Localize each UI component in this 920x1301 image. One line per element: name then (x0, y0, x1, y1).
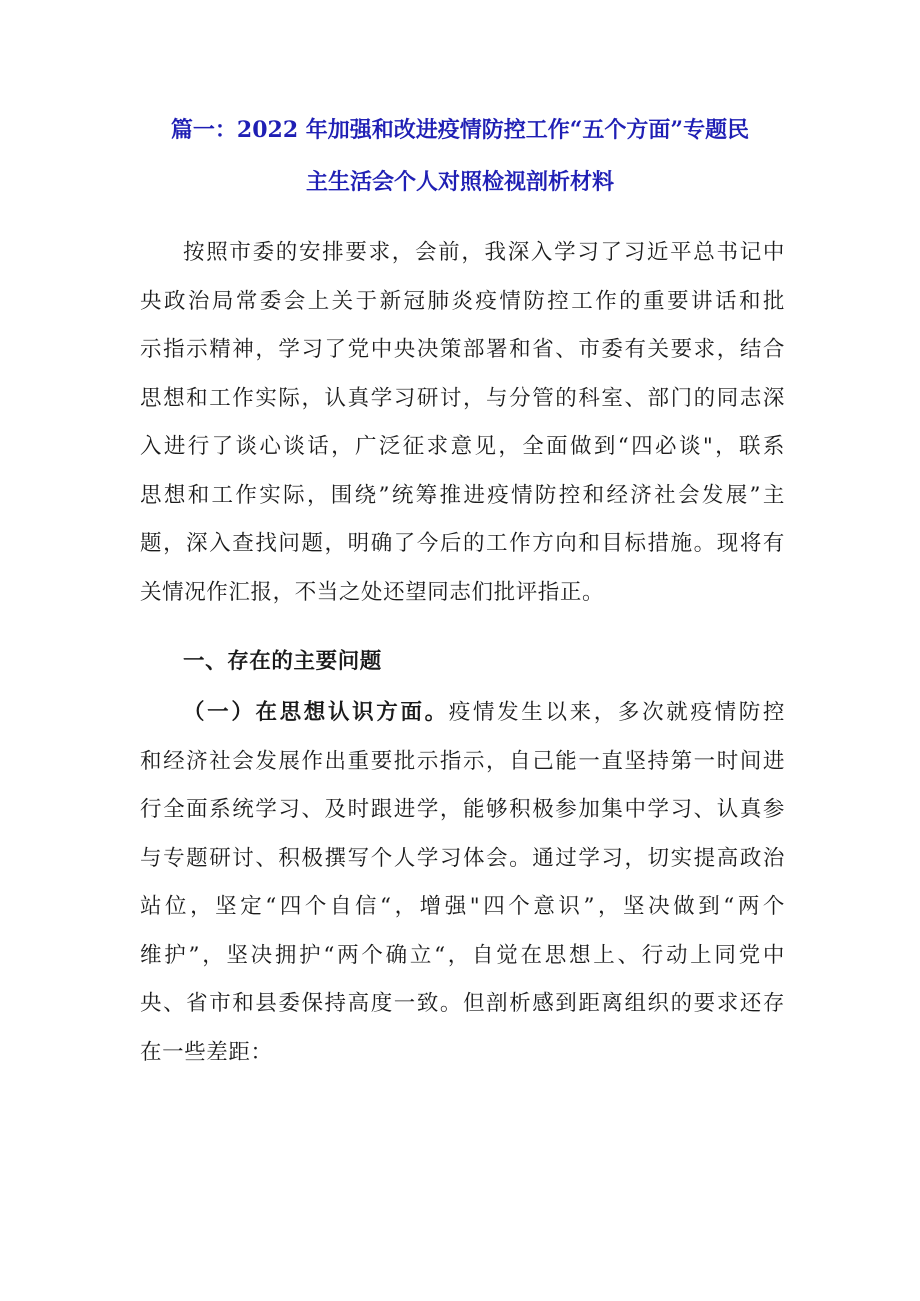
paragraph-line: 按照市委的安排要求，会前，我深入学习了习近平总书记中 (183, 240, 785, 265)
title-line-2: 主生活会个人对照检视剖析材料 (305, 169, 614, 195)
paragraph-line: 题，深入查找问题，明确了今后的工作方向和目标措施。现将有 (140, 531, 785, 556)
paragraph-line: 央、省市和县委保持高度一致。但剖析感到距离组织的要求还存 (140, 991, 785, 1016)
document-title (140, 104, 780, 208)
paragraph-first-line (140, 689, 785, 738)
title-line-1: 篇一：2022 年加强和改进疫情防控工作“五个方面”专题民 (170, 117, 750, 143)
paragraph-line: 关情况作汇报，不当之处还望同志们批评指正。 (140, 579, 605, 605)
subsection-heading: （一）在思想认识方面。 (183, 700, 449, 725)
paragraph-text: 疫情发生以来，多次就疫情防控 (448, 700, 786, 725)
paragraph-line: 思想和工作实际，认真学习研讨，与分管的科室、部门的同志深 (140, 385, 785, 411)
paragraph-line: 示指示精神，学习了党中央决策部署和省、市委有关要求，结合 (140, 337, 785, 362)
intro-paragraph (140, 229, 785, 617)
paragraph-line: 与专题研讨、积极撰写个人学习体会。通过学习，切实提高政治 (140, 845, 785, 871)
paragraph-line: 入进行了谈心谈话，广泛征求意见，全面做到“四必谈"，联系 (140, 434, 785, 459)
paragraph-line: 行全面系统学习、及时跟进学，能够积极参加集中学习、认真参 (140, 797, 785, 822)
paragraph-line: 央政治局常委会上关于新冠肺炎疫情防控工作的重要讲话和批 (140, 288, 785, 314)
paragraph-line: 和经济社会发展作出重要批示指示，自己能一直坚持第一时间进 (140, 748, 785, 774)
paragraph-line: 维护”，坚决拥护“两个确立“，自觉在思想上、行动上同党中 (140, 942, 785, 968)
paragraph-line: 在一些差距： (140, 1039, 273, 1065)
paragraph-line: 站位，坚定“四个自信“，增强"四个意识”，坚决做到“两个 (140, 894, 785, 919)
section-heading: 一、存在的主要问题 (183, 649, 382, 674)
paragraph-line: 思想和工作实际，围绕”统筹推进疫情防控和经济社会发展”主 (140, 482, 785, 508)
thinking-paragraph (140, 689, 785, 1077)
